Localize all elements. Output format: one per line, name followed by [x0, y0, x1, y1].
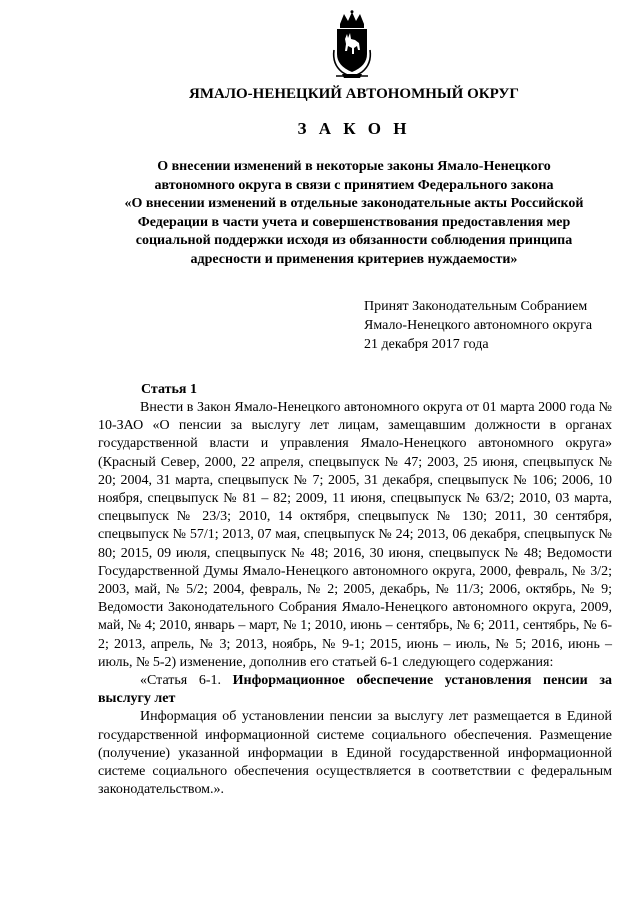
region-name: ЯМАЛО-НЕНЕЦКИЙ АВТОНОМНЫЙ ОКРУГ: [189, 86, 519, 102]
quote-heading: Информационное обеспечение установления пенсии за выслугу лет: [98, 673, 612, 707]
quote-prefix: «Статья 6-1.: [140, 673, 233, 689]
law-title-line: адресности и применения критериев нуждаемости»: [190, 251, 518, 267]
law-title-line: социальной поддержки исходя из обязанности соблюдения принципа: [135, 233, 573, 248]
law-title-line: О внесении изменений в некоторые законы Ямало-Ненецкого: [157, 159, 551, 174]
adoption-line: Принят Законодательным Собранием: [364, 299, 588, 314]
article-6-1-quote: [98, 672, 612, 708]
coat-of-arms-emblem: [330, 10, 374, 82]
law-title-line: автономного округа в связи с принятием Федерального закона: [154, 177, 554, 193]
article-1-heading: Статья 1: [141, 382, 197, 397]
article-1-intro: Внести в Закон Ямало-Ненецкого автономного округа от 01 марта 2000 года № 10-ЗАО «О пенсии за выслугу лет лицам, замещавшим должности в органах государственной власти и управления Ямало-Ненецкого автономного округа» (Красный Север, 2000, 22 апреля, спецвыпуск № 47; 2003, 25 июня, спецвыпуск № 20; 2004, 31 марта, спецвыпуск № 7; 2005, 31 декабря, спецвыпуск № 106; 2006, 10 ноября, спецвыпуск № 81 – 82; 2009, 11 июня, спецвыпуск № 63/2; 2010, 03 марта, спецвыпуск № 23/3; 2010, 14 октября, спецвыпуск № 130; 2011, 30 сентября, спецвыпуск № 57/1; 2013, 07 мая, спецвыпуск № 24; 2013, 06 декабря, спецвыпуск № 80; 2015, 09 июля, спецвыпуск № 48; 2016, 30 июня, спецвыпуск № 48; Ведомости Государственной Думы Ямало-Ненецкого автономного округа, 2000, февраль, № 3/2; 2003, май, № 5/2; 2004, февраль, № 2; 2005, декабрь, № 11/3; 2006, октябрь, № 9; Ведомости Законодательного Собрания Ямало-Ненецкого автономного округа, 2009, май, № 4; 2010, январь – март, № 1; 2010, июнь – сентябрь, № 6; 2011, сентябрь, № 6-2; 2013, апрель, № 3; 2013, ноябрь, № 9-1; 2015, июнь – июль, № 5; 2016, июнь – июль, № 5-2) изменение, дополнив его статьей 6-1 следующего содержания:: [98, 400, 612, 670]
law-title: [96, 158, 612, 269]
adoption-note: [364, 297, 624, 354]
law-title-line: Федерации в части учета и совершенствования предоставления мер: [137, 214, 571, 230]
article-1-body: [98, 399, 612, 799]
law-title-line: «О внесении изменений в отдельные законодательные акты Российской: [124, 196, 584, 211]
adoption-line: Ямало-Ненецкого автономного округа: [364, 318, 593, 333]
article-6-1-text: Информация об установлении пенсии за выслугу лет размещается в Единой государственной информационной системе социального обеспечения. Размещение (получение) указанной информации в Единой государственной информационной системе социального обеспечения осуществляется в соответствии с федеральным законодательством.».: [98, 709, 612, 798]
document-type: З А К О Н: [297, 119, 411, 138]
adoption-date: 21 декабря 2017 года: [364, 337, 489, 352]
